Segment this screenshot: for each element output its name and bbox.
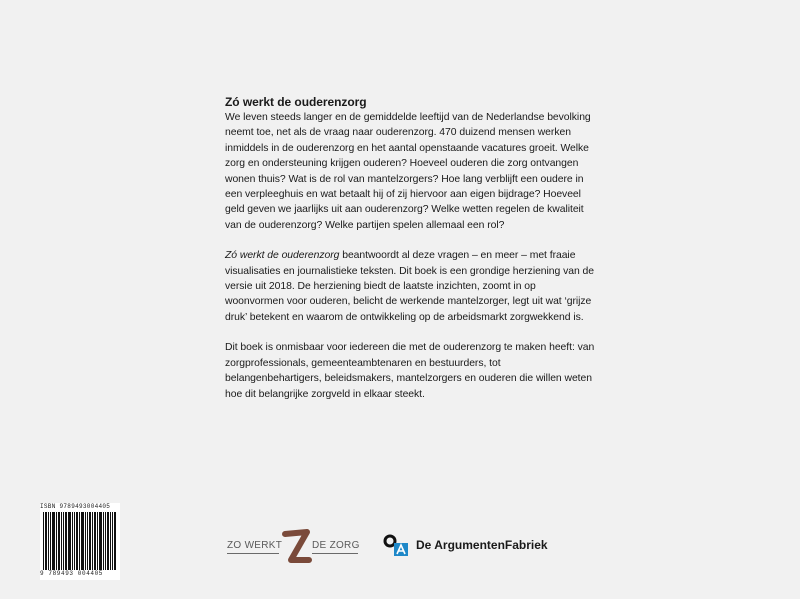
af-mark-icon [382,533,410,557]
logo-text-left: ZO WERKT [227,540,283,551]
barcode-bar [99,512,102,570]
paragraph-audience: Dit boek is onmisbaar voor iedereen die met de ouderenzorg te maken heeft: van zorgprofessionals, gemeenteambtenaren en bestuurders, tot belangenbehartigers, beleidsmakers, mantelzorgers en ouderen die willen weten hoe dit belangrijke zorgveld in elkaar steekt. [225,342,595,400]
barcode-bar [43,512,44,570]
barcode-bar [50,512,51,570]
book-title: Zó werkt de ouderenzorg [225,95,367,109]
isbn-barcode [40,503,120,580]
barcode-bar [68,512,71,570]
barcode-bar [56,512,57,570]
barcode-bar [79,512,80,570]
barcode-bar [94,512,96,570]
barcode-bar [105,512,106,570]
barcode-bar [89,512,91,570]
barcode-bar [45,512,47,570]
logo-underline-right [312,553,358,554]
barcode-bar [61,512,62,570]
barcode-bar [92,512,93,570]
barcode-bar [103,512,104,570]
barcode-bar [52,512,55,570]
barcode-bar [85,512,86,570]
barcode-bar [107,512,109,570]
barcode-bar [65,512,67,570]
blurb [225,94,597,417]
barcode-bar [74,512,75,570]
barcode-bar [58,512,60,570]
paragraph-intro: We leven steeds langer en de gemiddelde leeftijd van de Nederlandse bevolking neemt toe, net als de vraag naar ouderenzorg. 470 duizend mensen werken inmiddels in de ouderenzorg en het aantal openstaande vacatures groeit. Welke zorg en ondersteuning krijgen ouderen? Hoeveel ouderen die zorg ontvangen wonen thuis? Wat is de rol van mantelzorgers? Hoe lang verblijft een oudere in een verpleeghuis en wat betaalt hij of zij hiervoor aan eigen bijdrage? Hoeveel geld geven we jaarlijks uit aan ouderenzorg? Welke wetten regelen de kwaliteit van de ouderenzorg? Welke partijen spelen allemaal een rol? [225,112,591,231]
paragraph-description [225,248,597,325]
italic-title: Zó werkt de ouderenzorg [225,250,340,262]
barcode-bar [110,512,111,570]
barcode-digits: 9 789493 004405 [40,570,104,577]
zo-werkt-de-zorg-logo [227,528,359,566]
barcode-bar [63,512,64,570]
description-text: beantwoordt al deze vragen – en meer – met fraaie visualisaties en journalistieke teksten. Dit boek is een grondige herziening van de versie uit 2018. De herziening biedt de laatste inzichten, zoomt in op woonvormen voor ouderen, belicht de werkende mantelzorger, legt uit wat ‘grijze druk’ betekent en waarom de ontwikkeling op de arbeidsmarkt zorgwekkend is. [225,250,594,323]
argumentenfabriek-logo [382,533,548,557]
barcode-bar [81,512,84,570]
barcode-bar [72,512,73,570]
barcode-bar [48,512,49,570]
z-mark-icon [279,528,313,566]
barcode-bar [114,512,116,570]
logo-text-right: DE ZORG [312,540,360,551]
barcode-bars [43,512,117,570]
barcode-bar [76,512,78,570]
logo-name: De ArgumentenFabriek [416,538,548,552]
logo-underline-left [227,553,279,554]
barcode-bar [97,512,98,570]
barcode-bar [87,512,88,570]
barcode-bar [112,512,113,570]
isbn-label: ISBN 9789493004405 [40,503,111,510]
